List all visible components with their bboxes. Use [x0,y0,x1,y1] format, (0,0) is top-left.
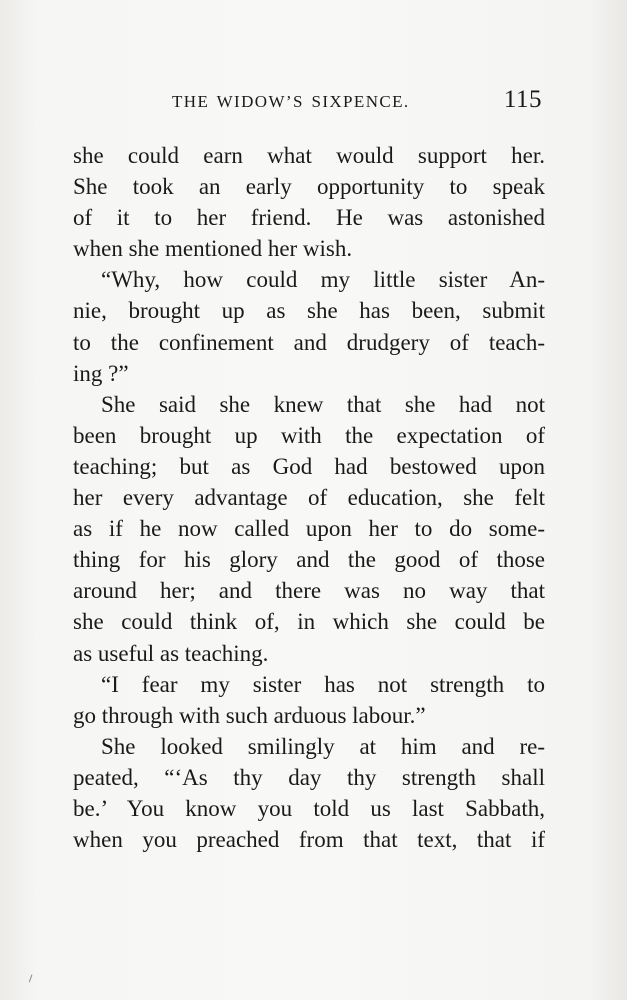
text-line: as if he now called upon her to do some- [73,516,545,542]
text-line: when you preached from that text, that if [73,827,545,853]
text-line: She took an early opportunity to speak [73,174,545,200]
text-line: She said she knew that she had not [101,391,545,417]
text-line: been brought up with the expectation of [73,422,545,448]
text-line: nie, brought up as she has been, submit [73,298,545,324]
text-line: as useful as teaching. [73,640,269,666]
running-title: THE WIDOW’S SIXPENCE. [172,92,410,111]
text-line: ing ?” [73,360,129,386]
text-line: she could think of, in which she could be [73,609,545,635]
body-text [73,140,545,855]
text-line: to the confinement and drudgery of teach- [73,329,545,355]
text-line: go through with such arduous labour.” [73,702,426,728]
text-line: “Why, how could my little sister An- [101,267,545,293]
text-line: when she mentioned her wish. [73,236,353,262]
text-line: She looked smilingly at him and re- [101,733,545,759]
text-line: “I fear my sister has not strength to [101,671,545,697]
text-line: thing for his glory and the good of those [73,547,545,573]
text-line: she could earn what would support her. [73,143,545,168]
margin-mark [29,975,35,984]
text-line: peated, “‘As thy day thy strength shall [73,764,545,790]
text-line: of it to her friend. He was astonished [73,205,545,231]
text-line: her every advantage of education, she felt [73,485,545,511]
page-number: 115 [503,86,542,113]
running-head [172,86,542,116]
text-line: teaching; but as God had bestowed upon [73,453,545,479]
text-line: be.’ You know you told us last Sabbath, [73,795,545,821]
text-line: around her; and there was no way that [73,578,545,604]
